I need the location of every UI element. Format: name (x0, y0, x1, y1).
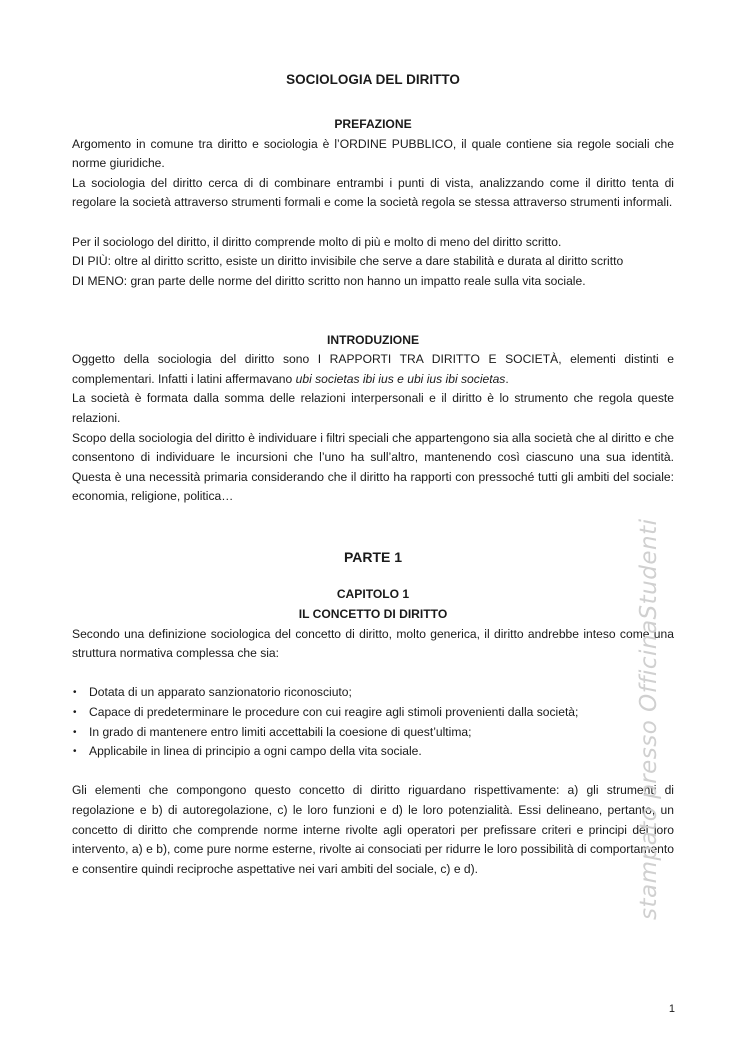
paragraph: Secondo una definizione sociologica del concetto di diritto, molto generica, il diritto andrebbe inteso come una struttura normativa complessa che sia: (72, 626, 674, 661)
chapter-heading: CAPITOLO 1 (336, 587, 410, 602)
paragraph: Per il sociologo del diritto, il diritto comprende molto di più e molto di meno del diritto scritto. (72, 234, 562, 249)
document-title: SOCIOLOGIA DEL DIRITTO (286, 72, 460, 87)
part-heading: PARTE 1 (343, 548, 403, 565)
chapter-title: IL CONCETTO DI DIRITTO (298, 607, 448, 622)
page-number: 1 (668, 1003, 675, 1015)
paragraph: DI PIÙ: oltre al diritto scritto, esiste un diritto invisibile che serve a dare stabilità e durata al diritto scritto (72, 254, 624, 269)
paragraph: Oggetto della sociologia del diritto sono I RAPPORTI TRA DIRITTO E SOCIETÀ, elementi distinti e complementari. Infatti i latini affermavano ubi societas ibi ius e ubi ius ibi societas. (72, 352, 674, 386)
paragraph: La sociologia del diritto cerca di di combinare entrambi i punti di vista, analizzando come il diritto tenta di regolare la società attraverso strumenti formali e come la società regola se stessa attraverso strumenti informali. (72, 175, 674, 210)
bullet-icon: • (73, 726, 77, 738)
list-item: • Dotata di un apparato sanzionatorio riconosciuto; (72, 683, 674, 703)
section-heading-introduzione: INTRODUZIONE (326, 332, 420, 347)
bullet-list (72, 683, 674, 761)
paragraph: DI MENO: gran parte delle norme del diritto scritto non hanno un impatto reale sulla vita sociale. (72, 273, 586, 288)
list-item: • Capace di predeterminare le procedure con cui reagire agli stimoli provenienti dalla società; (72, 703, 674, 723)
paragraph: La società è formata dalla somma delle relazioni interpersonali e il diritto è lo strumento che regola queste relazioni. (72, 391, 674, 425)
list-item: • Applicabile in linea di principio a ogni campo della vita sociale. (72, 742, 674, 762)
section-heading-prefazione: PREFAZIONE (334, 117, 412, 131)
document-body (72, 70, 674, 879)
bullet-icon: • (73, 687, 77, 699)
paragraph: Argomento in comune tra diritto e sociologia è l’ORDINE PUBBLICO, il quale contiene sia regole sociali che norme giuridiche. (72, 136, 674, 171)
latin-quote: ubi societas ibi ius e ubi ius ibi societas (295, 371, 506, 386)
bullet-icon: • (73, 707, 77, 719)
paragraph: Gli elementi che compongono questo concetto di diritto riguardano rispettivamente: a) gli strumenti di regolazione e b) di autoregolazione, c) le loro funzioni e d) le loro potenzialità. Essi delineano, pertanto, un concetto di diritto che comprende norme interne rivolte agli operatori per prefissare criteri e principi del loro intervento, a) e b), come pure norme esterne, rivolte ai consociati per ridurre le loro possibilità di comportamento e consentire quindi reciproche aspettative nei vari ambiti del sociale, c) e d). (72, 783, 674, 876)
bullet-icon: • (73, 746, 77, 758)
watermark: stampato presso OfficinaStudenti (636, 518, 662, 920)
list-item: • In grado di mantenere entro limiti accettabili la coesione di quest’ultima; (72, 723, 674, 743)
paragraph: Scopo della sociologia del diritto è individuare i filtri speciali che appartengono sia alla società che al diritto e che consentono di individuare le incursioni che l’uno ha sull’altro, mantenendo così ciascuno una sua identità. Questa è una necessità primaria considerando che il diritto ha rapporti con pressoché tutti gli ambiti del sociale: economia, religione, politica… (72, 430, 674, 504)
